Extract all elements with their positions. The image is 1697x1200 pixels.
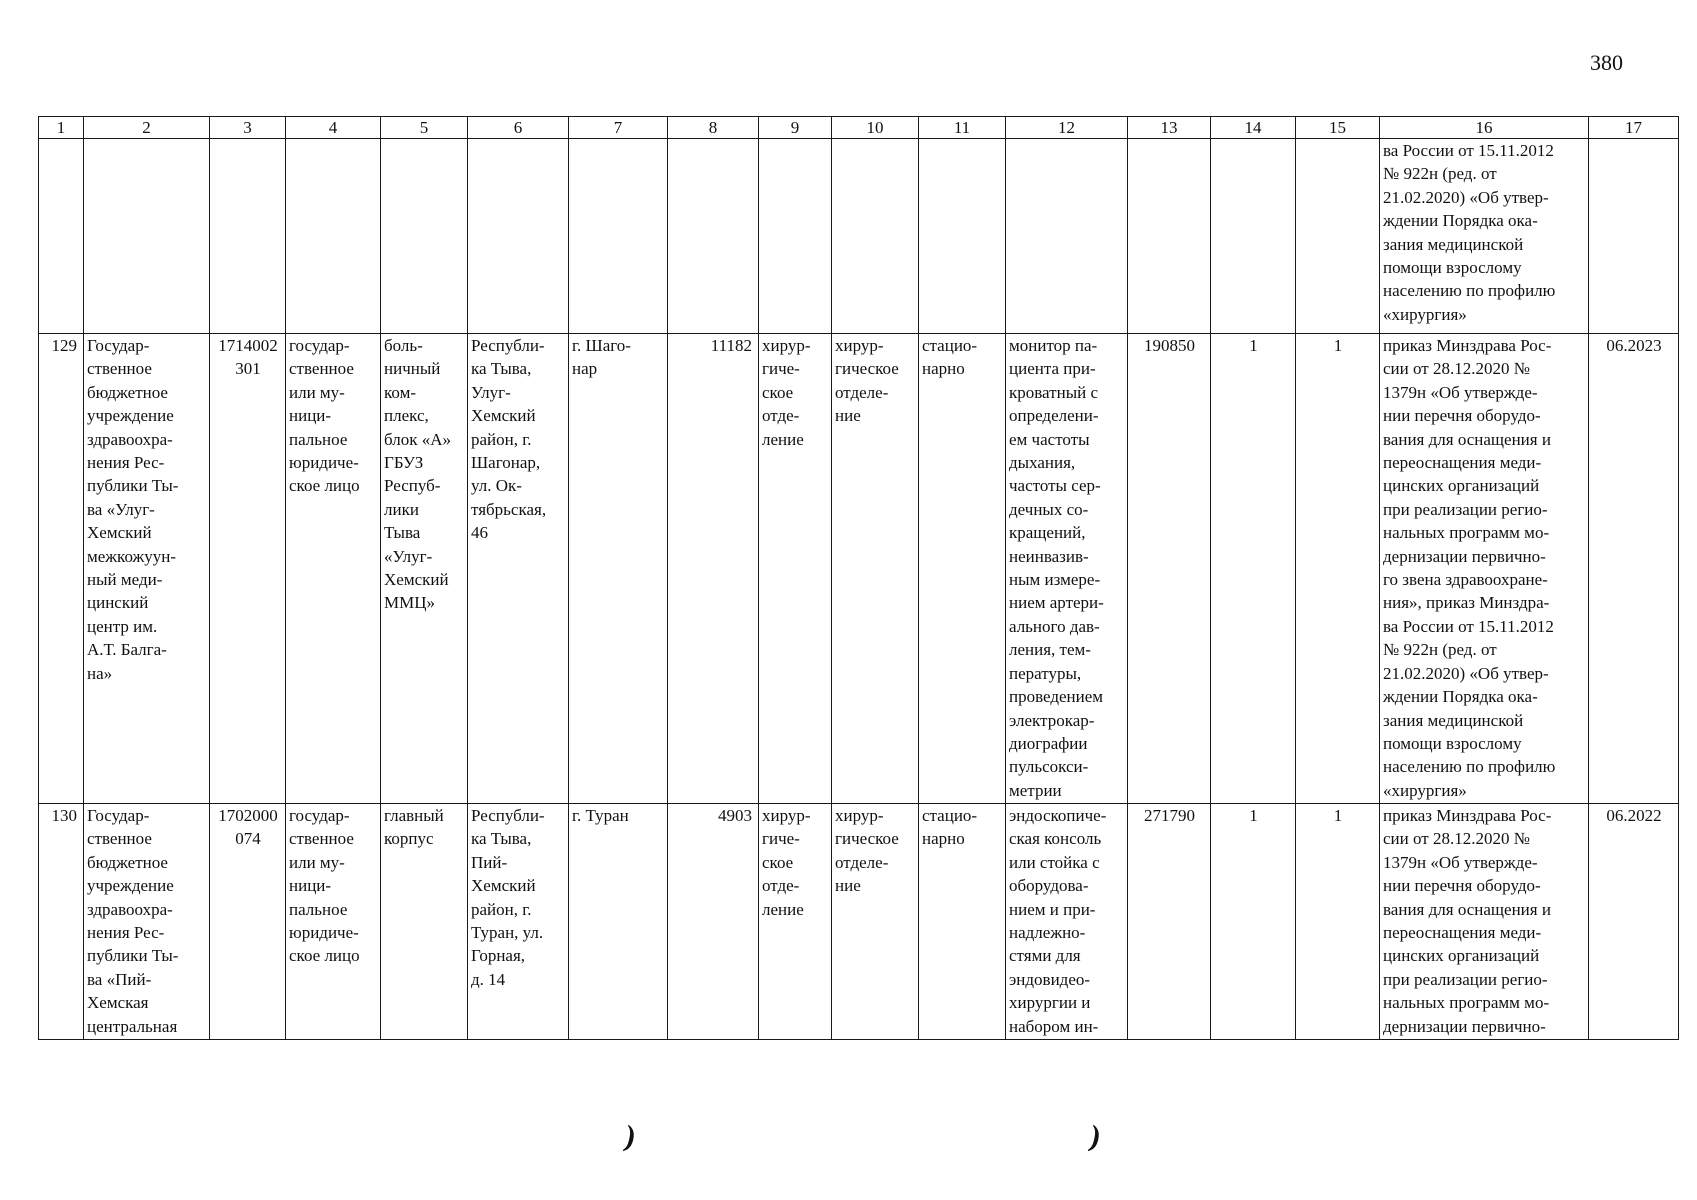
population-cell: 11182 [668, 334, 759, 804]
legal-basis-cell: приказ Минздрава Рос- сии от 28.12.2020 № 1379н «Об утвержде- нии перечня оборудо- вания для оснащения и переоснащения меди- цинских организаций при реализации регио- нальных программ мо- дернизации первично- [1380, 804, 1589, 1040]
locality-cell: г. Шаго- нар [569, 334, 668, 804]
quantity-cell: 1 [1211, 334, 1296, 804]
column-number-header: 9 [759, 117, 832, 139]
empty-cell [39, 139, 84, 334]
column-number-header: 1 [39, 117, 84, 139]
empty-cell [919, 139, 1006, 334]
handwritten-mark: ) [1086, 1119, 1104, 1154]
empty-cell [1006, 139, 1128, 334]
locality-cell: г. Туран [569, 804, 668, 1040]
care-type-cell: стацио- нарно [919, 804, 1006, 1040]
empty-cell [84, 139, 210, 334]
empty-cell [1128, 139, 1211, 334]
legal-form-cell: государ- ственное или му- ници- пальное юридиче- ское лицо [286, 804, 381, 1040]
cost-cell: 271790 [1128, 804, 1211, 1040]
population-cell: 4903 [668, 804, 759, 1040]
unit-cell: хирур- гическое отделе- ние [832, 334, 919, 804]
registry-table [38, 116, 1679, 1040]
column-number-header: 12 [1006, 117, 1128, 139]
legal-basis-cell: ва России от 15.11.2012 № 922н (ред. от 21.02.2020) «Об утвер- ждении Порядка ока- зания медицинской помощи взрослому населению по профилю «хирургия» [1380, 139, 1589, 334]
row-number-cell: 129 [39, 334, 84, 804]
equipment-cell: эндоскопиче- ская консоль или стойка с оборудова- нием и при- надлежно- стями для эндовидео- хирургии и набором ин- [1006, 804, 1128, 1040]
legal-basis-cell: приказ Минздрава Рос- сии от 28.12.2020 № 1379н «Об утвержде- нии перечня оборудо- вания для оснащения и переоснащения меди- цинских организаций при реализации регио- нальных программ мо- дернизации первично- го звена здравоохране- ния», приказ Минздра- ва России от 15.11.2012 № 922н (ред. от 21.02.2020) «Об утвер- ждении Порядка ока- зания медицинской помощи взрослому населению по профилю «хирургия» [1380, 334, 1589, 804]
empty-cell [759, 139, 832, 334]
building-cell: главный корпус [381, 804, 468, 1040]
column-number-header: 2 [84, 117, 210, 139]
empty-cell [1296, 139, 1380, 334]
page-number: 380 [1590, 50, 1623, 75]
column-number-header: 6 [468, 117, 569, 139]
empty-cell [210, 139, 286, 334]
quantity-cell: 1 [1296, 334, 1380, 804]
care-type-cell: стацио- нарно [919, 334, 1006, 804]
column-number-header: 17 [1589, 117, 1679, 139]
column-number-header: 7 [569, 117, 668, 139]
column-number-header: 5 [381, 117, 468, 139]
date-cell: 06.2022 [1589, 804, 1679, 1040]
address-cell: Республи- ка Тыва, Пий- Хемский район, г. Туран, ул. Горная, д. 14 [468, 804, 569, 1040]
empty-cell [286, 139, 381, 334]
table-row [39, 804, 1679, 1040]
continuation-row [39, 139, 1679, 334]
cost-cell: 190850 [1128, 334, 1211, 804]
legal-form-cell: государ- ственное или му- ници- пальное юридиче- ское лицо [286, 334, 381, 804]
column-number-header: 3 [210, 117, 286, 139]
unit-cell: хирур- гическое отделе- ние [832, 804, 919, 1040]
building-cell: боль- ничный ком- плекс, блок «А» ГБУЗ Респуб- лики Тыва «Улуг- Хемский ММЦ» [381, 334, 468, 804]
column-number-header: 14 [1211, 117, 1296, 139]
column-number-header: 15 [1296, 117, 1380, 139]
handwritten-mark: ) [621, 1119, 639, 1154]
empty-cell [668, 139, 759, 334]
quantity-cell: 1 [1296, 804, 1380, 1040]
column-number-header: 16 [1380, 117, 1589, 139]
column-number-header: 11 [919, 117, 1006, 139]
column-number-header: 13 [1128, 117, 1211, 139]
column-number-header: 4 [286, 117, 381, 139]
empty-cell [1211, 139, 1296, 334]
table-row [39, 334, 1679, 804]
equipment-cell: монитор па- циента при- кроватный с определени- ем частоты дыхания, частоты сер- дечных со- кращений, неинвазив- ным измере- нием артери- ального дав- ления, тем- пературы, проведением электрокар- диографии пульсокси- метрии [1006, 334, 1128, 804]
column-number-header-row [39, 117, 1679, 139]
address-cell: Республи- ка Тыва, Улуг- Хемский район, г. Шагонар, ул. Ок- тябрьская, 46 [468, 334, 569, 804]
quantity-cell: 1 [1211, 804, 1296, 1040]
row-number-cell: 130 [39, 804, 84, 1040]
organization-code-cell: 1702000 074 [210, 804, 286, 1040]
empty-cell [1589, 139, 1679, 334]
column-number-header: 8 [668, 117, 759, 139]
organization-name-cell: Государ- ственное бюджетное учреждение здравоохра- нения Рес- публики Ты- ва «Пий- Хемская центральная [84, 804, 210, 1040]
column-number-header: 10 [832, 117, 919, 139]
department-cell: хирур- гиче- ское отде- ление [759, 804, 832, 1040]
organization-code-cell: 1714002 301 [210, 334, 286, 804]
empty-cell [468, 139, 569, 334]
empty-cell [569, 139, 668, 334]
empty-cell [381, 139, 468, 334]
department-cell: хирур- гиче- ское отде- ление [759, 334, 832, 804]
date-cell: 06.2023 [1589, 334, 1679, 804]
empty-cell [832, 139, 919, 334]
organization-name-cell: Государ- ственное бюджетное учреждение здравоохра- нения Рес- публики Ты- ва «Улуг- Хемский межкожуун- ный меди- цинский центр им. А.Т. Балга- на» [84, 334, 210, 804]
